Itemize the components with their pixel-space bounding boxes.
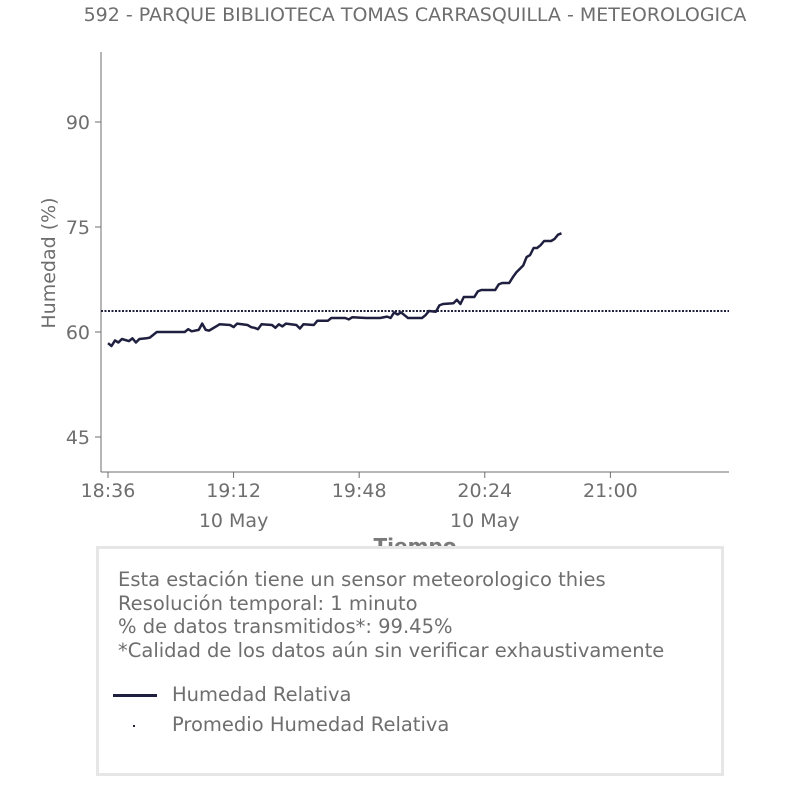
y-tick-label: 60 [65,322,90,344]
info-legend-box [96,546,724,776]
x-tick-label: 21:00 [582,480,638,502]
info-line-sensor: Esta estación tiene un sensor meteorologico thies [118,568,606,591]
x-tick-label: 19:48 [331,480,387,502]
y-tick-label: 45 [65,427,90,449]
info-line-resolution: Resolución temporal: 1 minuto [118,591,418,615]
legend-label-humedad: Humedad Relativa [172,683,352,706]
chart-title: 592 - PARQUE BIBLIOTECA TOMAS CARRASQUILLA - METEOROLOGICA [83,4,747,26]
plot-area [66,52,729,532]
x-tick-label: 19:12 [206,480,261,502]
info-line-quality: *Calidad de los datos aún sin verificar exhaustivamente [118,638,665,662]
y-tick-label: 90 [65,112,90,134]
info-line-transmitted: % de datos transmitidos*: 99.45% [118,615,453,638]
legend-item-promedio [111,711,691,741]
legend-line-swatch [111,681,157,711]
legend-dot-swatch [111,711,157,741]
y-axis-label: Humedad (%) [38,197,60,329]
x-tick-sublabel: 10 May [198,510,269,532]
x-tick-label: 18:36 [80,480,136,502]
x-tick-label: 20:24 [457,480,513,502]
legend-label-promedio: Promedio Humedad Relativa [172,713,450,736]
legend [111,681,691,741]
y-tick-label: 75 [65,217,90,239]
station-info [118,568,664,662]
series-humedad-line [108,233,562,346]
legend-item-humedad [111,681,691,711]
x-tick-sublabel: 10 May [450,510,520,532]
